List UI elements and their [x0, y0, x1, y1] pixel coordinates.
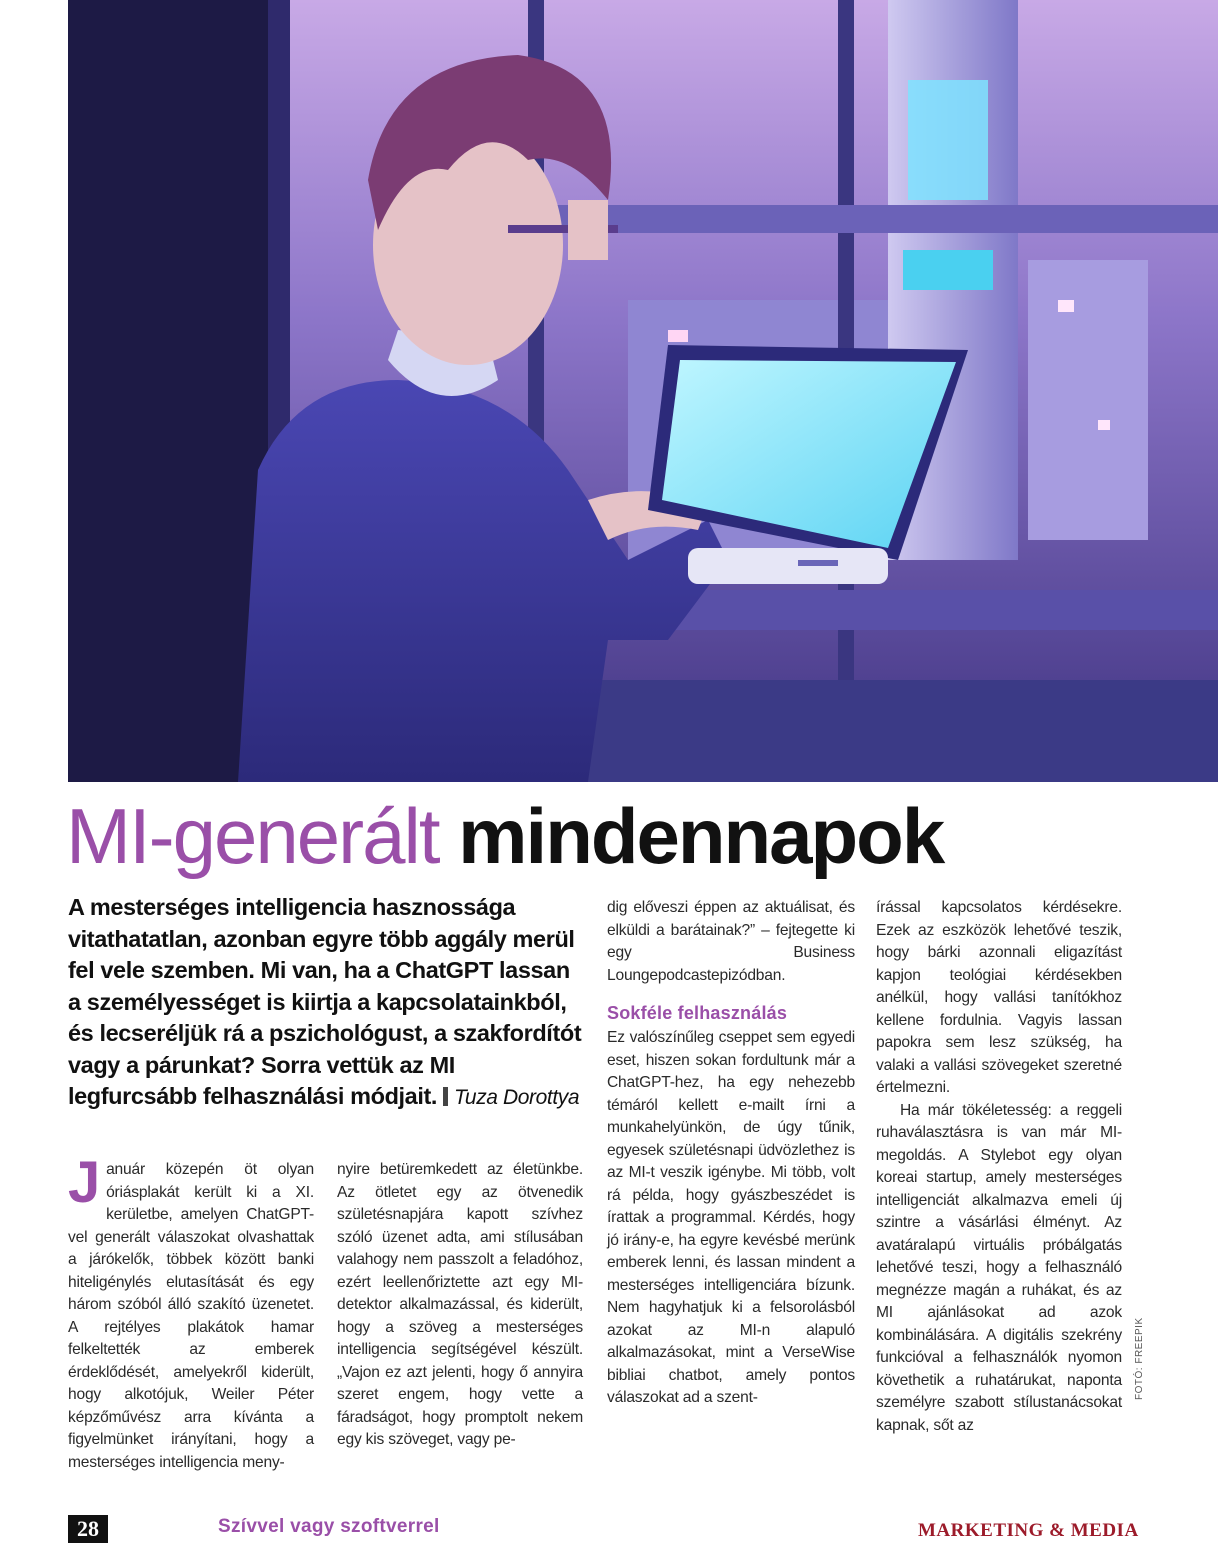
byline-separator: [443, 1087, 448, 1106]
article-title: [66, 790, 943, 882]
column-4-paragraph-2: Ha már tökéletesség: a reggeli ruhaválasztásra is van már MI-megoldás. A Stylebot egy olyan koreai startup, amely mesterséges intelligenciát alkalmazva emeli új szintre a vásárlási élményt. Az avatáralapú virtuális próbálgatás lehetővé teszi, hogy a felhasználó megnézze magán a ruhákat, és az MI ajánlásokat ad azok kombinálására. A digitális szekrény funkcióval a felhasználók nyomon követhetik a ruhatárukat, naponta személyre szabott stílustanácsokat kapnak, sőt az: [876, 1101, 1122, 1434]
column-4-paragraph-1: írással kapcsolatos kérdésekre. Ezek az eszközök lehetővé teszik, hogy bárki azonnali eligazítást kapjon teológiai kérdésekben anélkül, hogy vallási tanítókhoz kellene fordulnia. Vagyis lassan papokra sem lesz szükség, ha valaki a vallási szövegeket szeretné értelmezni.: [876, 899, 1122, 1096]
column-3: [607, 897, 855, 1410]
section-name: Szívvel vagy szoftverrel: [218, 1516, 440, 1537]
column-1-paragraph: [68, 1150, 314, 1474]
column-2-paragraph: nyire betüremkedett az életünkbe. Az ötletet egy az ötvenedik születésnapjára kapott szívhez szóló üzenet adta, ami stílusában valahogy nem passzolt a feladóhoz, ezért leellenőriztette azt egy MI-detektor alkalmazással, és kiderült, hogy a szöveg a mesterséges intelligencia segítségével készült. „Vajon ez azt jelenti, hogy ő annyira szeret engem, hogy vette a fáradságot, hogy promptolt nekem egy kis szöveget, vagy pe-: [337, 1161, 583, 1448]
column-2: [337, 1159, 583, 1452]
column-3-paragraph-1: dig előveszi éppen az aktuálisat, és elküldi a barátainak?” – fejtegette ki egy Business Loungepodcastepizódban.: [607, 899, 855, 984]
subheading: Sokféle felhasználás: [607, 1003, 788, 1023]
photo-credit: FOTÓ: FREEPIK: [1134, 1317, 1145, 1400]
title-bold: mindennapok: [458, 792, 944, 880]
publication-logo: MARKETING & MEDIA: [918, 1520, 1139, 1541]
byline-author: Tuza Dorottya: [454, 1086, 580, 1109]
column-3-paragraph-2: Ez valószínűleg cseppet sem egyedi eset, hiszen sokan fordultunk már a ChatGPT-hez, ha egy nehezebb témáról kellett e-mailt írni a munkahelyünkön, de úgy tűnik, egyesek születésnapi üdvözlethez is az MI-t veszik igénybe. Mi több, volt rá példa, hogy gyászbeszédet is írattak a programmal. Kérdés, hogy jó irány-e, ha egyre kevésbé merünk emberek lenni, és lassan mindent a mesterséges intelligenciára bízunk. Nem hagyhatjuk ki a felsorolásból azokat az MI-n alapuló alkalmazásokat, mint a VerseWise bibliai chatbot, amely pontos válaszokat ad a szent-: [607, 1029, 855, 1406]
hero-illustration: [68, 0, 1218, 782]
column-4: [876, 897, 1122, 1437]
lead-text: A mesterséges intelligencia hasznossága vitathatatlan, azonban egyre több aggály merül fel vele szemben. Mi van, ha a ChatGPT lassan a személyességet is kiirtja a kapcsolatainkból, és lecseréljük rá a pszichológust, a szakfordítót vagy a párunkat? Sorra vettük az MI legfurcsább felhasználási módjait.: [68, 894, 582, 1109]
column-1: [68, 1150, 314, 1474]
dropcap: J: [68, 1150, 101, 1215]
article-lead: [68, 892, 588, 1114]
column-1-text: anuár közepén öt olyan óriásplakát került ki a XI. kerületbe, amelyen ChatGPT-vel generált válaszokat olvashattak a járókelők, többek között banki hiteligénylés elutasítását és egy három szóból álló szakító üzenetet. A rejtélyes plakátok hamar felkeltették az emberek érdeklődését, amelyekről kiderült, hogy alkotójuk, Weiler Péter képzőművész arra kívánta a figyelmünket irányítani, hogy a mesterséges intelligencia meny-: [68, 1161, 314, 1471]
page-number: 28: [68, 1515, 108, 1543]
title-light: MI-generált: [66, 792, 439, 880]
